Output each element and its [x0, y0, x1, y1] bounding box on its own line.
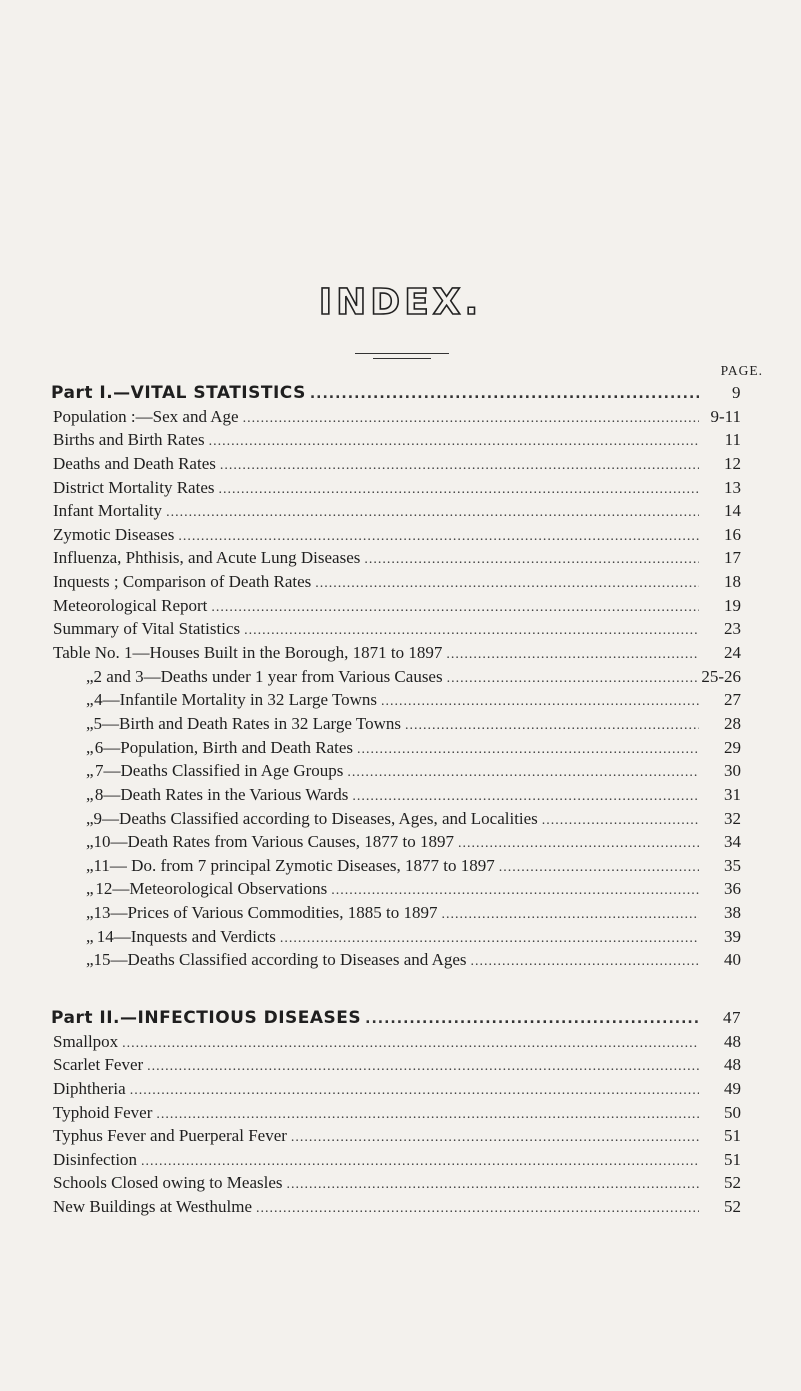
index-entry-row	[51, 736, 741, 760]
index-entry-page: 48	[724, 1055, 741, 1075]
dot-leader	[364, 546, 699, 570]
ditto-mark: „	[86, 808, 94, 828]
dot-leader	[471, 948, 699, 972]
index-entry-row	[51, 877, 741, 901]
dot-leader	[381, 688, 699, 712]
index-entry-page: 28	[724, 713, 741, 733]
dot-leader	[243, 405, 699, 429]
index-entry-row	[51, 925, 741, 949]
dot-leader	[287, 1171, 700, 1195]
index-entry-label: 8—Death Rates in the Various Wards	[94, 784, 349, 804]
index-entry-row	[51, 523, 741, 547]
index-entry-page: 17	[724, 548, 741, 568]
part-1-heading-row	[51, 381, 741, 405]
index-entry-row	[51, 1030, 741, 1054]
part-2-page: 47	[723, 1008, 741, 1027]
part-2-heading-row	[51, 1006, 741, 1030]
part-1-page: 9	[732, 383, 741, 402]
index-entry-row	[51, 901, 741, 925]
index-entry-page: 34	[724, 832, 741, 852]
title-rule-long	[355, 353, 449, 354]
index-entry-label: Deaths and Death Rates	[53, 453, 216, 473]
ditto-mark: „	[86, 855, 94, 875]
ditto-mark: „	[86, 832, 94, 852]
dot-leader	[542, 807, 699, 831]
index-entry-page: 30	[724, 761, 741, 781]
index-entry-page: 51	[724, 1149, 741, 1169]
dot-leader	[141, 1148, 699, 1172]
ditto-mark: „	[86, 784, 94, 804]
index-entry-row	[51, 499, 741, 523]
index-entry-row	[51, 1053, 741, 1077]
index-entry-row	[51, 1077, 741, 1101]
index-entry-label: 2 and 3—Deaths under 1 year from Various Causes	[93, 666, 443, 686]
index-entry-row	[51, 405, 741, 429]
index-entry-row	[51, 783, 741, 807]
index-entry-row	[51, 759, 741, 783]
index-entry-page: 11	[724, 430, 741, 450]
index-entry-label: Inquests ; Comparison of Death Rates	[53, 572, 312, 592]
dot-leader	[122, 1030, 699, 1054]
index-entry-page: 39	[724, 926, 741, 946]
dot-leader	[405, 712, 699, 736]
dot-leader	[357, 736, 699, 760]
index-entry-page: 36	[723, 879, 741, 899]
index-entry-page: 16	[724, 524, 741, 544]
index-entry-page: 25-26	[701, 666, 741, 686]
dot-leader	[447, 665, 698, 689]
dot-leader	[310, 382, 699, 406]
index-entry-page: 51	[724, 1126, 741, 1146]
index-entry-label: Population :—Sex and Age	[53, 406, 239, 426]
part-1-section	[51, 381, 741, 972]
index-entry-label: 13—Prices of Various Commodities, 1885 to 1897	[93, 903, 438, 923]
index-entry-page: 50	[724, 1102, 741, 1122]
dot-leader	[209, 428, 699, 452]
index-entry-label: Table No. 1—Houses Built in the Borough, 1871 to 1897	[53, 643, 443, 663]
index-entry-label: Diphtheria	[53, 1078, 126, 1098]
index-entry-page: 31	[724, 784, 741, 804]
dot-leader	[218, 476, 699, 500]
ditto-mark: „	[86, 926, 94, 946]
index-entry-page: 13	[724, 477, 741, 497]
index-entry-page: 48	[724, 1031, 741, 1051]
dot-leader	[220, 452, 699, 476]
ditto-mark: „	[86, 879, 94, 899]
index-entry-label: Births and Birth Rates	[53, 430, 205, 450]
index-entry-label: 12—Meteorological Observations	[95, 879, 328, 899]
dot-leader	[166, 499, 699, 523]
index-entry-page: 18	[724, 572, 741, 592]
index-entry-row	[51, 594, 741, 618]
index-entry-row	[51, 1148, 741, 1172]
index-entry-page: 12	[724, 453, 741, 473]
index-entry-row	[51, 665, 741, 689]
dot-leader	[347, 759, 699, 783]
dot-leader	[441, 901, 699, 925]
index-entry-label: 15—Deaths Classified according to Diseases and Ages	[93, 950, 467, 970]
dot-leader	[147, 1053, 699, 1077]
index-entry-page: 49	[724, 1078, 741, 1098]
dot-leader	[315, 570, 699, 594]
ditto-mark: „	[86, 761, 94, 781]
index-entry-page: 52	[724, 1197, 741, 1217]
index-entry-label: District Mortality Rates	[53, 477, 215, 497]
part-1-heading: Part I.—VITAL STATISTICS	[51, 383, 306, 403]
title-rule-short	[373, 358, 431, 359]
index-entry-page: 9-11	[710, 406, 741, 426]
dot-leader	[352, 783, 699, 807]
index-entry-row	[51, 1171, 741, 1195]
index-entry-page: 14	[724, 501, 741, 521]
index-entry-label: New Buildings at Westhulme	[53, 1197, 252, 1217]
dot-leader	[331, 877, 699, 901]
index-entry-row	[51, 570, 741, 594]
ditto-mark: „	[86, 713, 94, 733]
index-entry-page: 32	[724, 808, 741, 828]
dot-leader	[130, 1077, 699, 1101]
index-entry-label: Influenza, Phthisis, and Acute Lung Diseases	[53, 548, 361, 568]
index-entry-row	[51, 452, 741, 476]
index-entry-row	[51, 830, 741, 854]
index-entry-label: Smallpox	[53, 1031, 119, 1051]
index-entry-label: 11— Do. from 7 principal Zymotic Diseases, 1877 to 1897	[93, 855, 495, 875]
index-entry-label: Scarlet Fever	[53, 1055, 144, 1075]
index-title: INDEX.	[318, 282, 483, 323]
ditto-mark: „	[86, 903, 94, 923]
index-entry-label: 14—Inquests and Verdicts	[96, 926, 276, 946]
ditto-mark: „	[86, 737, 94, 757]
dot-leader	[211, 594, 699, 618]
index-entry-row	[51, 854, 741, 878]
index-entry-label: Infant Mortality	[53, 501, 163, 521]
index-entry-label: 6—Population, Birth and Death Rates	[94, 737, 354, 757]
ditto-mark: „	[86, 690, 94, 710]
page-column-heading: PAGE.	[720, 363, 763, 378]
index-entry-page: 24	[724, 643, 741, 663]
index-entry-row	[51, 807, 741, 831]
index-entry-page: 35	[724, 855, 741, 875]
index-entry-page: 19	[724, 595, 741, 615]
index-entry-label: Disinfection	[53, 1149, 138, 1169]
dot-leader	[291, 1124, 699, 1148]
index-entry-row	[51, 1195, 741, 1219]
index-entry-row	[51, 546, 741, 570]
ditto-mark: „	[86, 666, 94, 686]
index-entry-label: Schools Closed owing to Measles	[53, 1173, 283, 1193]
dot-leader	[244, 617, 699, 641]
index-entry-label: 7—Deaths Classified in Age Groups	[95, 761, 344, 781]
dot-leader	[365, 1007, 699, 1031]
dot-leader	[156, 1101, 699, 1125]
index-entry-label: Typhoid Fever	[53, 1102, 153, 1122]
dot-leader	[256, 1195, 699, 1219]
index-entry-row	[51, 1101, 741, 1125]
index-entry-row	[51, 641, 741, 665]
dot-leader	[446, 641, 699, 665]
dot-leader	[499, 854, 699, 878]
ditto-mark: „	[86, 950, 94, 970]
index-entry-row	[51, 1124, 741, 1148]
part-2-section	[51, 1006, 741, 1219]
index-entry-label: 5—Birth and Death Rates in 32 Large Towns	[93, 713, 401, 733]
index-entry-page: 38	[724, 903, 741, 923]
index-entry-row	[51, 948, 741, 972]
part-2-heading: Part II.—INFECTIOUS DISEASES	[51, 1008, 362, 1028]
index-entry-label: 4—Infantile Mortality in 32 Large Towns	[94, 690, 378, 710]
index-entry-label: 10—Death Rates from Various Causes, 1877 to 1897	[93, 832, 454, 852]
index-entry-page: 27	[724, 690, 741, 710]
index-entry-row	[51, 712, 741, 736]
dot-leader	[178, 523, 699, 547]
index-entry-page: 52	[724, 1173, 741, 1193]
index-entry-row	[51, 476, 741, 500]
index-entry-row	[51, 428, 741, 452]
index-entry-label: Summary of Vital Statistics	[53, 619, 241, 639]
index-entry-page: 40	[724, 950, 741, 970]
index-entry-row	[51, 688, 741, 712]
index-entry-label: 9—Deaths Classified according to Diseases, Ages, and Localities	[93, 808, 538, 828]
index-entry-label: Zymotic Diseases	[53, 524, 175, 544]
index-entry-page: 23	[724, 619, 741, 639]
index-entry-label: Typhus Fever and Puerperal Fever	[53, 1126, 287, 1146]
index-entry-row	[51, 617, 741, 641]
dot-leader	[280, 925, 699, 949]
index-entry-page: 29	[724, 737, 741, 757]
index-entry-label: Meteorological Report	[53, 595, 208, 615]
dot-leader	[458, 830, 699, 854]
